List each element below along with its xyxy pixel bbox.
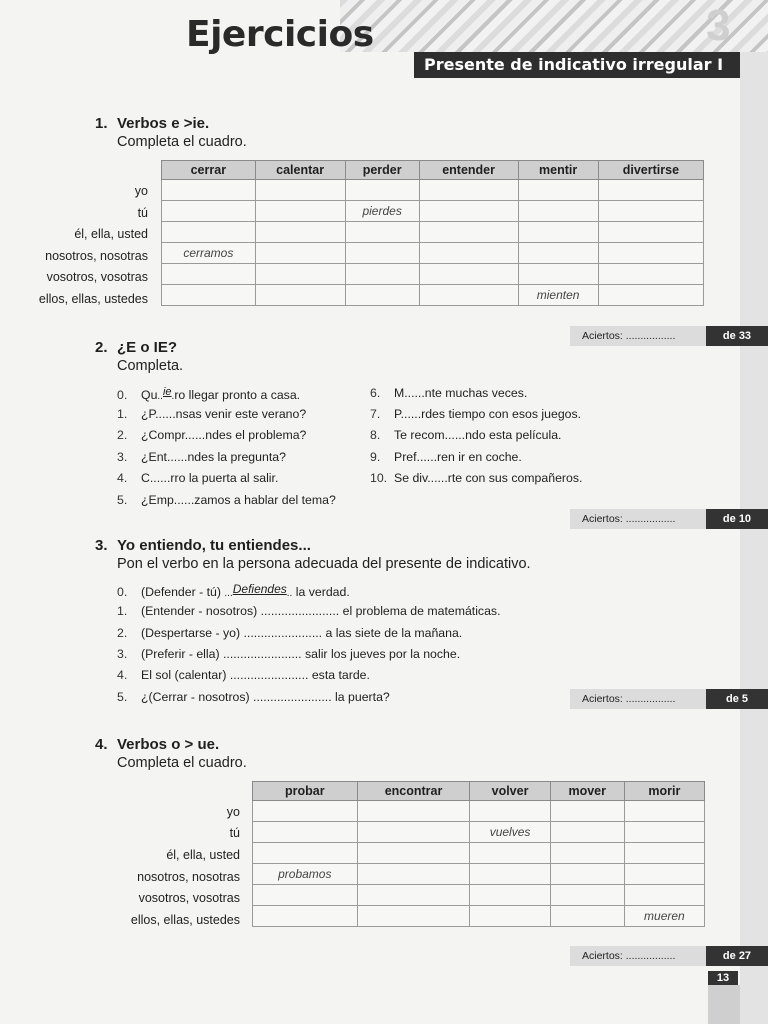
answer-cell[interactable] — [550, 801, 624, 822]
ex3-item[interactable]: 3. (Preferir - ella) ....................... salir los jueves por la noche. — [117, 647, 461, 661]
answer-cell[interactable] — [162, 201, 256, 222]
table-row — [162, 222, 704, 243]
answer-cell[interactable] — [470, 843, 550, 864]
answer-cell[interactable] — [357, 864, 470, 885]
answer-cell[interactable] — [550, 843, 624, 864]
table-row — [253, 885, 705, 906]
answer-cell[interactable] — [253, 906, 358, 927]
example-answer: Defiendes — [232, 582, 287, 596]
answer-cell[interactable] — [419, 222, 518, 243]
answer-cell[interactable] — [255, 201, 345, 222]
ex4-row-label: yo — [226, 805, 240, 819]
ex1-table — [161, 160, 704, 306]
answer-cell[interactable] — [624, 885, 704, 906]
answer-cell[interactable] — [419, 243, 518, 264]
score-label: Aciertos: ................. — [570, 509, 706, 529]
bottom-decoration — [708, 985, 740, 1024]
answer-cell[interactable] — [345, 285, 419, 306]
answer-cell[interactable] — [550, 885, 624, 906]
ex3-score — [570, 689, 768, 709]
ex4-instruction: Completa el cuadro. — [117, 755, 247, 771]
ex2-item[interactable]: 6. M......nte muchas veces. — [370, 386, 528, 400]
answer-cell[interactable] — [253, 885, 358, 906]
ex3-item[interactable]: 2. (Despertarse - yo) ....................... a las siete de la mañana. — [117, 626, 463, 640]
ex3-item[interactable]: 5. ¿(Cerrar - nosotros) ....................... la puerta? — [117, 690, 390, 704]
score-total: de 33 — [706, 326, 768, 346]
answer-cell[interactable] — [255, 243, 345, 264]
example-cell: cerramos — [162, 243, 256, 264]
ex2-item[interactable]: 2. ¿Compr......ndes el problema? — [117, 428, 307, 442]
ex3-item: 0. (Defender - tú) ...Defiendes.. la verdad. — [117, 582, 350, 599]
score-label: Aciertos: ................. — [570, 326, 706, 346]
ex4-row-label: ellos, ellas, ustedes — [130, 913, 240, 927]
answer-cell[interactable] — [357, 822, 470, 843]
ex1-row-label: él, ella, usted — [74, 227, 148, 241]
answer-cell[interactable] — [598, 222, 703, 243]
ex3-title — [95, 537, 311, 554]
ex2-item[interactable]: 4. C......rro la puerta al salir. — [117, 471, 279, 485]
score-label: Aciertos: ................. — [570, 946, 706, 966]
ex2-item[interactable]: 1. ¿P......nsas venir este verano? — [117, 407, 307, 421]
ex2-title-text: ¿E o IE? — [117, 339, 177, 356]
answer-cell[interactable] — [357, 885, 470, 906]
table-row — [162, 243, 704, 264]
ex4-row-label: nosotros, nosotras — [137, 870, 240, 884]
answer-cell[interactable] — [162, 180, 256, 201]
ex4-score — [570, 946, 768, 966]
ex2-title — [95, 339, 177, 356]
answer-cell[interactable] — [470, 864, 550, 885]
answer-cell[interactable] — [518, 180, 598, 201]
ex2-item: 0. Qu..ie.ro llegar pronto a casa. — [117, 386, 301, 402]
ex3-title-text: Yo entiendo, tu entiendes... — [117, 537, 311, 554]
answer-cell[interactable] — [518, 201, 598, 222]
answer-cell[interactable] — [345, 180, 419, 201]
ex4-title-text: Verbos o > ue. — [117, 736, 220, 753]
answer-cell[interactable] — [470, 801, 550, 822]
ex1-title — [95, 115, 209, 132]
score-total: de 10 — [706, 509, 768, 529]
answer-cell[interactable] — [253, 801, 358, 822]
header-decoration — [340, 0, 768, 52]
ex4-col-header: probar — [253, 782, 358, 801]
ex1-col-header: divertirse — [598, 161, 703, 180]
ex3-number: 3. — [95, 537, 108, 554]
ex1-score — [570, 326, 768, 346]
answer-cell[interactable] — [357, 801, 470, 822]
answer-cell[interactable] — [162, 285, 256, 306]
answer-cell[interactable] — [550, 822, 624, 843]
answer-cell[interactable] — [357, 906, 470, 927]
right-margin-strip — [740, 52, 768, 1024]
ex1-row-label: nosotros, nosotras — [45, 249, 148, 263]
answer-cell[interactable] — [518, 222, 598, 243]
answer-cell[interactable] — [550, 906, 624, 927]
topic-bar: Presente de indicativo irregular I — [414, 52, 740, 78]
answer-cell[interactable] — [470, 906, 550, 927]
table-row — [162, 264, 704, 285]
ex2-item[interactable]: 7. P......rdes tiempo con esos juegos. — [370, 407, 582, 421]
table-row — [253, 843, 705, 864]
answer-cell[interactable] — [518, 243, 598, 264]
answer-cell[interactable] — [345, 264, 419, 285]
ex4-number: 4. — [95, 736, 108, 753]
ex4-row-label: él, ella, usted — [166, 848, 240, 862]
ex3-item[interactable]: 4. El sol (calentar) ....................... esta tarde. — [117, 668, 370, 682]
ex2-instruction: Completa. — [117, 358, 184, 374]
answer-cell[interactable] — [624, 801, 704, 822]
example-cell: pierdes — [345, 201, 419, 222]
ex1-row-label: tú — [137, 206, 148, 220]
answer-cell[interactable] — [598, 243, 703, 264]
table-row — [253, 801, 705, 822]
answer-cell[interactable] — [624, 864, 704, 885]
answer-cell[interactable] — [255, 264, 345, 285]
answer-cell[interactable] — [598, 180, 703, 201]
ex1-number: 1. — [95, 115, 108, 132]
ex4-row-label: tú — [229, 826, 240, 840]
ex4-col-header: encontrar — [357, 782, 470, 801]
answer-cell[interactable] — [345, 243, 419, 264]
answer-cell[interactable] — [598, 264, 703, 285]
ex1-row-label: ellos, ellas, ustedes — [38, 292, 148, 306]
answer-cell[interactable] — [253, 843, 358, 864]
answer-cell[interactable] — [550, 864, 624, 885]
table-row — [162, 285, 704, 306]
ex4-col-header: mover — [550, 782, 624, 801]
ex1-row-label: vosotros, vosotras — [46, 270, 148, 284]
ex2-score — [570, 509, 768, 529]
ex1-row-label: yo — [134, 184, 148, 198]
answer-cell[interactable] — [419, 285, 518, 306]
example-cell: mienten — [518, 285, 598, 306]
answer-cell[interactable] — [419, 201, 518, 222]
ex2-number: 2. — [95, 339, 108, 356]
answer-cell[interactable] — [470, 885, 550, 906]
answer-cell[interactable] — [419, 264, 518, 285]
score-total: de 27 — [706, 946, 768, 966]
ex2-item[interactable]: 3. ¿Ent......ndes la pregunta? — [117, 450, 286, 464]
ex1-col-header: entender — [419, 161, 518, 180]
answer-cell[interactable] — [345, 222, 419, 243]
answer-cell[interactable] — [162, 264, 256, 285]
ex4-title — [95, 736, 219, 753]
answer-cell[interactable] — [598, 285, 703, 306]
answer-cell[interactable] — [255, 222, 345, 243]
ex4-col-header: volver — [470, 782, 550, 801]
ex3-instruction: Pon el verbo en la persona adecuada del presente de indicativo. — [117, 556, 531, 572]
ex1-col-header: calentar — [255, 161, 345, 180]
answer-cell[interactable] — [255, 180, 345, 201]
score-total: de 5 — [706, 689, 768, 709]
ex2-item[interactable]: 5. ¿Emp......zamos a hablar del tema? — [117, 493, 336, 507]
answer-cell[interactable] — [598, 201, 703, 222]
answer-cell[interactable] — [253, 822, 358, 843]
table-row — [253, 864, 705, 885]
ex1-instruction: Completa el cuadro. — [117, 134, 247, 150]
table-row — [162, 201, 704, 222]
ex1-col-header: mentir — [518, 161, 598, 180]
answer-cell[interactable] — [624, 822, 704, 843]
ex3-item[interactable]: 1. (Entender - nosotros) ....................... el problema de matemáticas. — [117, 604, 501, 618]
answer-cell[interactable] — [518, 264, 598, 285]
ex4-table — [252, 781, 705, 927]
ex2-item[interactable]: 8. Te recom......ndo esta película. — [370, 428, 562, 442]
ex1-col-header: cerrar — [162, 161, 256, 180]
example-answer: ie — [162, 386, 172, 398]
example-cell: probamos — [253, 864, 358, 885]
ex4-row-label: vosotros, vosotras — [138, 891, 240, 905]
ex2-item[interactable]: 10. Se div......rte con sus compañeros. — [370, 471, 583, 485]
example-cell: mueren — [624, 906, 704, 927]
answer-cell[interactable] — [255, 285, 345, 306]
answer-cell[interactable] — [357, 843, 470, 864]
ex1-col-header: perder — [345, 161, 419, 180]
answer-cell[interactable] — [162, 222, 256, 243]
answer-cell[interactable] — [419, 180, 518, 201]
ex2-item[interactable]: 9. Pref......ren ir en coche. — [370, 450, 522, 464]
unit-number: 3 — [706, 1, 731, 50]
table-row — [253, 822, 705, 843]
page-title: Ejercicios — [186, 14, 374, 55]
table-row — [253, 906, 705, 927]
answer-cell[interactable] — [624, 843, 704, 864]
page-number: 13 — [708, 971, 738, 985]
ex1-title-text: Verbos e >ie. — [117, 115, 210, 132]
ex4-col-header: morir — [624, 782, 704, 801]
table-row — [162, 180, 704, 201]
score-label: Aciertos: ................. — [570, 689, 706, 709]
example-cell: vuelves — [470, 822, 550, 843]
